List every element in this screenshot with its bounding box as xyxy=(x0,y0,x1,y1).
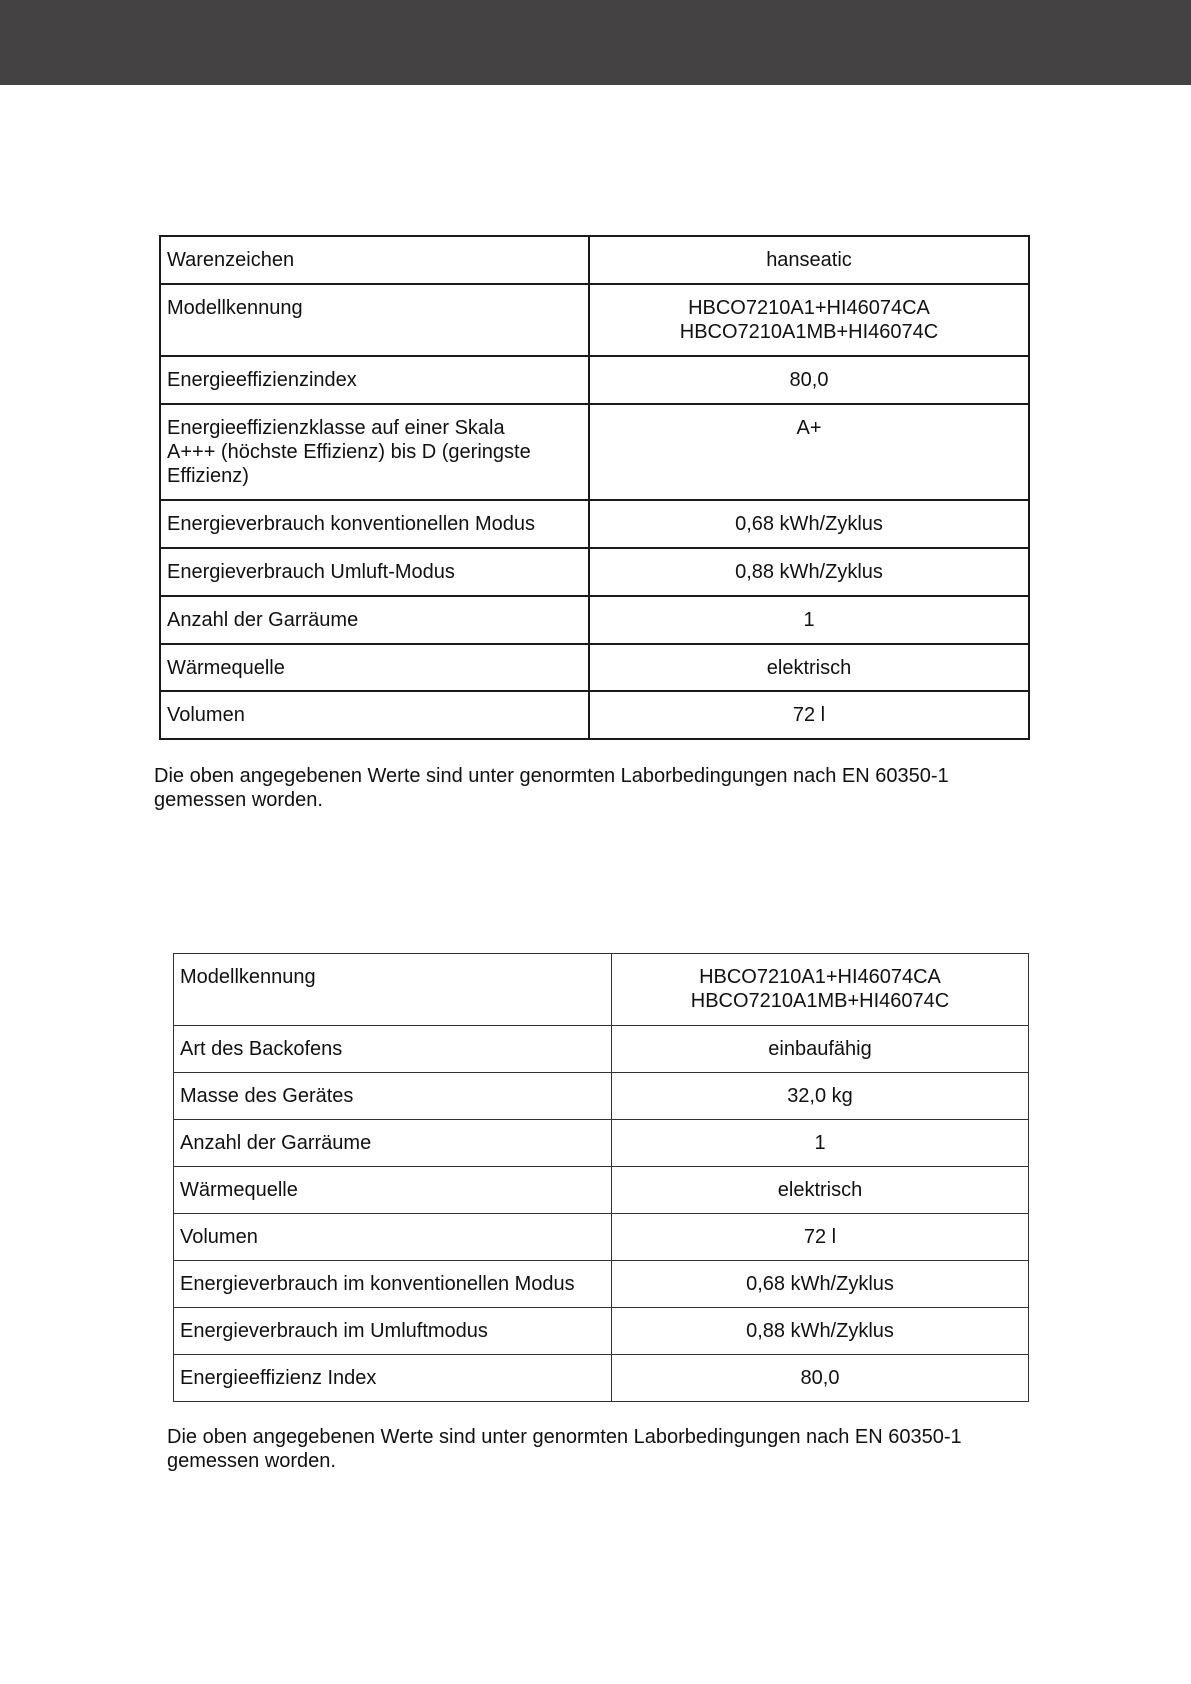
table-row xyxy=(160,500,1029,548)
table-row xyxy=(160,596,1029,644)
row-label xyxy=(160,548,589,596)
row-label-line: Energieverbrauch konventionellen Modus xyxy=(167,513,536,535)
row-value xyxy=(612,1261,1029,1308)
row-label-line: Masse des Gerätes xyxy=(180,1085,354,1107)
row-label xyxy=(174,1120,612,1167)
row-label xyxy=(174,1308,612,1355)
table-row xyxy=(174,1167,1029,1214)
table-row xyxy=(174,1355,1029,1402)
row-value-line: 1 xyxy=(803,609,815,631)
header-bar xyxy=(0,0,1191,85)
row-label-line: Anzahl der Garräume xyxy=(167,609,359,631)
row-label-line: Art des Backofens xyxy=(180,1038,343,1060)
row-value-line: HBCO7210A1+HI46074CA xyxy=(699,966,941,988)
row-label-line: Energieverbrauch im Umluftmodus xyxy=(180,1320,488,1342)
row-value-line: elektrisch xyxy=(766,657,852,679)
row-label xyxy=(174,1214,612,1261)
row-value xyxy=(589,596,1029,644)
table-row xyxy=(174,1026,1029,1073)
note-line: Die oben angegebenen Werte sind unter genormten Laborbedingungen nach EN 60350-1 xyxy=(167,1426,962,1448)
energy-label-table xyxy=(159,235,1030,740)
row-label xyxy=(174,1355,612,1402)
product-data-table xyxy=(173,953,1029,1402)
row-value-line: 80,0 xyxy=(800,1367,840,1389)
table-row xyxy=(174,1073,1029,1120)
row-value xyxy=(612,1167,1029,1214)
row-value-line: HBCO7210A1+HI46074CA xyxy=(688,297,930,319)
row-label-line: Energieeffizienzklasse auf einer Skala xyxy=(167,417,505,439)
row-label-line: Modellkennung xyxy=(167,297,303,319)
row-value-line: einbaufähig xyxy=(768,1038,872,1060)
measurement-note-1 xyxy=(154,764,1034,812)
row-label xyxy=(160,644,589,691)
row-label-line: Anzahl der Garräume xyxy=(180,1132,372,1154)
row-label-line: Volumen xyxy=(167,704,245,726)
row-value-line: elektrisch xyxy=(777,1179,863,1201)
row-value-line: 72 l xyxy=(792,704,826,726)
row-label xyxy=(160,284,589,356)
row-value xyxy=(612,954,1029,1026)
row-value xyxy=(612,1308,1029,1355)
row-value xyxy=(589,284,1029,356)
row-label-line: Energieeffizienz Index xyxy=(180,1367,377,1389)
measurement-note-2 xyxy=(167,1425,1047,1473)
row-label xyxy=(174,1026,612,1073)
row-value xyxy=(589,691,1029,739)
row-label xyxy=(160,596,589,644)
row-label-line: Wärmequelle xyxy=(180,1179,298,1201)
row-label-line: Effizienz) xyxy=(167,465,249,487)
row-value xyxy=(612,1355,1029,1402)
row-label xyxy=(174,1261,612,1308)
row-value xyxy=(589,404,1029,500)
row-label xyxy=(160,500,589,548)
row-value-line: A+ xyxy=(796,417,822,439)
table-row xyxy=(160,356,1029,404)
table-row xyxy=(174,1214,1029,1261)
row-value xyxy=(589,644,1029,691)
table-row xyxy=(160,284,1029,356)
table-row xyxy=(160,644,1029,691)
row-value xyxy=(589,356,1029,404)
table-row xyxy=(160,236,1029,284)
row-label xyxy=(174,954,612,1026)
table-row xyxy=(160,404,1029,500)
table-row xyxy=(160,548,1029,596)
note-line: Die oben angegebenen Werte sind unter genormten Laborbedingungen nach EN 60350-1 xyxy=(154,765,949,787)
table-row xyxy=(174,1261,1029,1308)
row-label-line: Energieeffizienzindex xyxy=(167,369,357,391)
row-value xyxy=(612,1120,1029,1167)
row-label xyxy=(174,1073,612,1120)
row-value xyxy=(589,236,1029,284)
row-value-line: 0,88 kWh/Zyklus xyxy=(746,1320,894,1342)
row-label-line: Modellkennung xyxy=(180,966,316,988)
row-value xyxy=(612,1073,1029,1120)
row-value-line: 0,68 kWh/Zyklus xyxy=(746,1273,894,1295)
note-line: gemessen worden. xyxy=(154,789,323,811)
table-row xyxy=(160,691,1029,739)
row-label-line: Volumen xyxy=(180,1226,258,1248)
row-value-line: 0,88 kWh/Zyklus xyxy=(735,561,883,583)
row-value xyxy=(589,500,1029,548)
table-row xyxy=(174,1308,1029,1355)
row-label xyxy=(160,691,589,739)
row-value-line: HBCO7210A1MB+HI46074C xyxy=(679,321,939,343)
table-row xyxy=(174,954,1029,1026)
row-label-line: A+++ (höchste Effizienz) bis D (geringste xyxy=(167,441,531,463)
row-value-line: 72 l xyxy=(803,1226,837,1248)
row-value-line: HBCO7210A1MB+HI46074C xyxy=(690,990,950,1012)
row-label-line: Warenzeichen xyxy=(167,249,295,271)
row-label xyxy=(160,356,589,404)
row-value xyxy=(612,1214,1029,1261)
row-value-line: 0,68 kWh/Zyklus xyxy=(735,513,883,535)
row-label xyxy=(174,1167,612,1214)
note-line: gemessen worden. xyxy=(167,1450,336,1472)
row-value xyxy=(612,1026,1029,1073)
row-label xyxy=(160,236,589,284)
row-value xyxy=(589,548,1029,596)
row-value-line: hanseatic xyxy=(766,249,852,271)
row-label-line: Energieverbrauch Umluft-Modus xyxy=(167,561,455,583)
row-value-line: 32,0 kg xyxy=(787,1085,853,1107)
row-value-line: 80,0 xyxy=(789,369,829,391)
table-row xyxy=(174,1120,1029,1167)
row-label xyxy=(160,404,589,500)
row-value-line: 1 xyxy=(814,1132,826,1154)
row-label-line: Energieverbrauch im konventionellen Modus xyxy=(180,1273,575,1295)
row-label-line: Wärmequelle xyxy=(167,657,285,679)
